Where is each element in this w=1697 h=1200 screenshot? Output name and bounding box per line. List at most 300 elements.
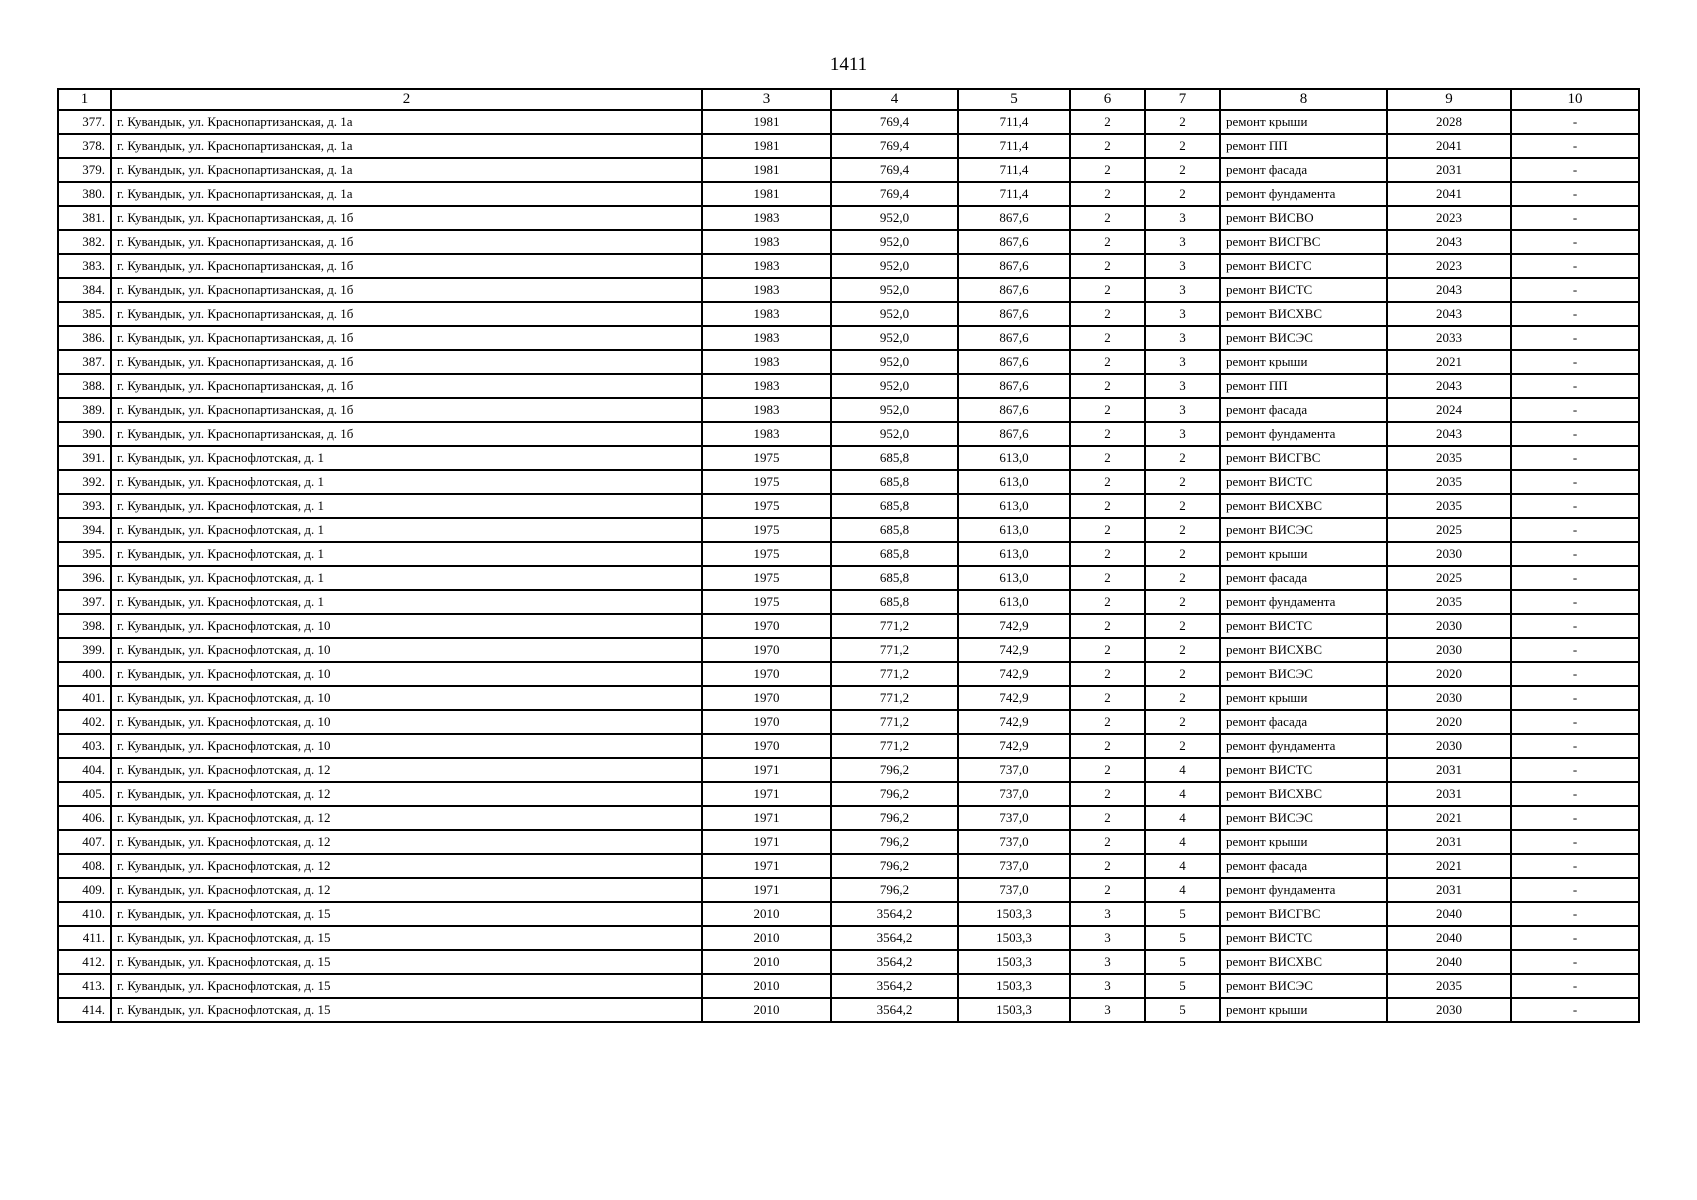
table-row: [58, 158, 1639, 182]
address-cell: г. Кувандык, ул. Краснофлотская, д. 10: [111, 614, 702, 638]
floors-cell: 2: [1070, 854, 1145, 878]
total-area-cell: 3564,2: [831, 950, 958, 974]
living-area-cell: 613,0: [958, 494, 1070, 518]
entrances-cell: 2: [1145, 542, 1220, 566]
note-cell: -: [1511, 422, 1639, 446]
work-type-cell: ремонт крыши: [1220, 830, 1387, 854]
living-area-cell: 867,6: [958, 206, 1070, 230]
build-year-cell: 1975: [702, 590, 831, 614]
build-year-cell: 1975: [702, 566, 831, 590]
total-area-cell: 796,2: [831, 878, 958, 902]
total-area-cell: 952,0: [831, 254, 958, 278]
floors-cell: 3: [1070, 926, 1145, 950]
work-type-cell: ремонт ВИСГВС: [1220, 902, 1387, 926]
work-type-cell: ремонт ВИСХВС: [1220, 950, 1387, 974]
address-cell: г. Кувандык, ул. Краснофлотская, д. 12: [111, 758, 702, 782]
note-cell: -: [1511, 398, 1639, 422]
total-area-cell: 3564,2: [831, 998, 958, 1022]
living-area-cell: 867,6: [958, 422, 1070, 446]
planned-year-cell: 2020: [1387, 662, 1511, 686]
row-number-cell: 386.: [58, 326, 111, 350]
living-area-cell: 1503,3: [958, 926, 1070, 950]
entrances-cell: 5: [1145, 950, 1220, 974]
build-year-cell: 1975: [702, 542, 831, 566]
entrances-cell: 3: [1145, 302, 1220, 326]
note-cell: -: [1511, 182, 1639, 206]
work-type-cell: ремонт фундамента: [1220, 878, 1387, 902]
table-row: [58, 638, 1639, 662]
planned-year-cell: 2041: [1387, 182, 1511, 206]
address-cell: г. Кувандык, ул. Краснофлотская, д. 12: [111, 854, 702, 878]
living-area-cell: 742,9: [958, 686, 1070, 710]
floors-cell: 2: [1070, 806, 1145, 830]
address-cell: г. Кувандык, ул. Краснопартизанская, д. 1б: [111, 398, 702, 422]
note-cell: -: [1511, 518, 1639, 542]
living-area-cell: 867,6: [958, 230, 1070, 254]
entrances-cell: 4: [1145, 782, 1220, 806]
address-cell: г. Кувандык, ул. Краснофлотская, д. 12: [111, 806, 702, 830]
floors-cell: 2: [1070, 206, 1145, 230]
work-type-cell: ремонт ВИСХВС: [1220, 494, 1387, 518]
work-type-cell: ремонт фундамента: [1220, 590, 1387, 614]
total-area-cell: 685,8: [831, 590, 958, 614]
build-year-cell: 1983: [702, 398, 831, 422]
work-type-cell: ремонт фундамента: [1220, 182, 1387, 206]
note-cell: -: [1511, 854, 1639, 878]
planned-year-cell: 2021: [1387, 854, 1511, 878]
table-row: [58, 926, 1639, 950]
address-cell: г. Кувандык, ул. Краснопартизанская, д. 1б: [111, 278, 702, 302]
work-type-cell: ремонт ВИСТС: [1220, 758, 1387, 782]
floors-cell: 3: [1070, 998, 1145, 1022]
floors-cell: 2: [1070, 758, 1145, 782]
work-type-cell: ремонт фасада: [1220, 854, 1387, 878]
row-number-cell: 393.: [58, 494, 111, 518]
work-type-cell: ремонт ВИСГВС: [1220, 446, 1387, 470]
note-cell: -: [1511, 446, 1639, 470]
floors-cell: 2: [1070, 638, 1145, 662]
total-area-cell: 3564,2: [831, 974, 958, 998]
work-type-cell: ремонт ВИСЭС: [1220, 806, 1387, 830]
table-row: [58, 710, 1639, 734]
address-cell: г. Кувандык, ул. Краснопартизанская, д. 1а: [111, 110, 702, 134]
planned-year-cell: 2035: [1387, 470, 1511, 494]
living-area-cell: 737,0: [958, 830, 1070, 854]
work-type-cell: ремонт ВИСХВС: [1220, 302, 1387, 326]
floors-cell: 2: [1070, 302, 1145, 326]
row-number-cell: 380.: [58, 182, 111, 206]
row-number-cell: 405.: [58, 782, 111, 806]
table-row: [58, 182, 1639, 206]
planned-year-cell: 2030: [1387, 998, 1511, 1022]
address-cell: г. Кувандык, ул. Краснопартизанская, д. 1б: [111, 254, 702, 278]
work-type-cell: ремонт крыши: [1220, 350, 1387, 374]
row-number-cell: 394.: [58, 518, 111, 542]
table-row: [58, 398, 1639, 422]
note-cell: -: [1511, 998, 1639, 1022]
address-cell: г. Кувандык, ул. Краснофлотская, д. 10: [111, 638, 702, 662]
total-area-cell: 952,0: [831, 230, 958, 254]
living-area-cell: 737,0: [958, 878, 1070, 902]
address-cell: г. Кувандык, ул. Краснопартизанская, д. 1б: [111, 206, 702, 230]
address-cell: г. Кувандык, ул. Краснофлотская, д. 15: [111, 926, 702, 950]
address-cell: г. Кувандык, ул. Краснофлотская, д. 1: [111, 446, 702, 470]
column-header-3: 3: [702, 89, 831, 110]
planned-year-cell: 2035: [1387, 590, 1511, 614]
floors-cell: 2: [1070, 878, 1145, 902]
column-header-10: 10: [1511, 89, 1639, 110]
entrances-cell: 3: [1145, 374, 1220, 398]
row-number-cell: 404.: [58, 758, 111, 782]
work-type-cell: ремонт ВИСГС: [1220, 254, 1387, 278]
total-area-cell: 952,0: [831, 374, 958, 398]
build-year-cell: 1970: [702, 638, 831, 662]
address-cell: г. Кувандык, ул. Краснофлотская, д. 1: [111, 542, 702, 566]
living-area-cell: 613,0: [958, 446, 1070, 470]
floors-cell: 2: [1070, 422, 1145, 446]
floors-cell: 2: [1070, 374, 1145, 398]
entrances-cell: 2: [1145, 158, 1220, 182]
living-area-cell: 737,0: [958, 806, 1070, 830]
column-header-9: 9: [1387, 89, 1511, 110]
note-cell: -: [1511, 326, 1639, 350]
column-header-7: 7: [1145, 89, 1220, 110]
note-cell: -: [1511, 614, 1639, 638]
living-area-cell: 613,0: [958, 542, 1070, 566]
note-cell: -: [1511, 806, 1639, 830]
entrances-cell: 2: [1145, 182, 1220, 206]
entrances-cell: 2: [1145, 494, 1220, 518]
column-header-8: 8: [1220, 89, 1387, 110]
floors-cell: 2: [1070, 614, 1145, 638]
planned-year-cell: 2028: [1387, 110, 1511, 134]
work-type-cell: ремонт ВИСЭС: [1220, 326, 1387, 350]
planned-year-cell: 2031: [1387, 158, 1511, 182]
note-cell: -: [1511, 206, 1639, 230]
row-number-cell: 383.: [58, 254, 111, 278]
build-year-cell: 1975: [702, 494, 831, 518]
note-cell: -: [1511, 110, 1639, 134]
address-cell: г. Кувандык, ул. Краснопартизанская, д. 1б: [111, 422, 702, 446]
note-cell: -: [1511, 254, 1639, 278]
planned-year-cell: 2043: [1387, 422, 1511, 446]
address-cell: г. Кувандык, ул. Краснопартизанская, д. 1б: [111, 230, 702, 254]
build-year-cell: 1971: [702, 878, 831, 902]
build-year-cell: 2010: [702, 902, 831, 926]
row-number-cell: 387.: [58, 350, 111, 374]
row-number-cell: 392.: [58, 470, 111, 494]
row-number-cell: 408.: [58, 854, 111, 878]
repair-schedule-table: [57, 88, 1640, 1023]
note-cell: -: [1511, 590, 1639, 614]
floors-cell: 2: [1070, 110, 1145, 134]
build-year-cell: 1975: [702, 470, 831, 494]
total-area-cell: 796,2: [831, 806, 958, 830]
build-year-cell: 1975: [702, 446, 831, 470]
entrances-cell: 4: [1145, 854, 1220, 878]
total-area-cell: 796,2: [831, 830, 958, 854]
entrances-cell: 5: [1145, 902, 1220, 926]
build-year-cell: 1981: [702, 158, 831, 182]
address-cell: г. Кувандык, ул. Краснофлотская, д. 15: [111, 998, 702, 1022]
entrances-cell: 3: [1145, 230, 1220, 254]
note-cell: -: [1511, 566, 1639, 590]
table-row: [58, 590, 1639, 614]
build-year-cell: 2010: [702, 998, 831, 1022]
living-area-cell: 742,9: [958, 614, 1070, 638]
table-row: [58, 614, 1639, 638]
note-cell: -: [1511, 134, 1639, 158]
entrances-cell: 2: [1145, 686, 1220, 710]
living-area-cell: 737,0: [958, 854, 1070, 878]
floors-cell: 2: [1070, 566, 1145, 590]
row-number-cell: 409.: [58, 878, 111, 902]
total-area-cell: 685,8: [831, 494, 958, 518]
row-number-cell: 407.: [58, 830, 111, 854]
planned-year-cell: 2030: [1387, 686, 1511, 710]
living-area-cell: 867,6: [958, 254, 1070, 278]
table-row: [58, 902, 1639, 926]
address-cell: г. Кувандык, ул. Краснопартизанская, д. 1а: [111, 158, 702, 182]
note-cell: -: [1511, 494, 1639, 518]
row-number-cell: 402.: [58, 710, 111, 734]
planned-year-cell: 2040: [1387, 902, 1511, 926]
table-row: [58, 734, 1639, 758]
work-type-cell: ремонт крыши: [1220, 998, 1387, 1022]
table-row: [58, 662, 1639, 686]
build-year-cell: 1981: [702, 134, 831, 158]
work-type-cell: ремонт ВИСТС: [1220, 470, 1387, 494]
living-area-cell: 1503,3: [958, 974, 1070, 998]
work-type-cell: ремонт фундамента: [1220, 734, 1387, 758]
planned-year-cell: 2043: [1387, 374, 1511, 398]
work-type-cell: ремонт ВИСГВС: [1220, 230, 1387, 254]
entrances-cell: 2: [1145, 734, 1220, 758]
note-cell: -: [1511, 950, 1639, 974]
address-cell: г. Кувандык, ул. Краснофлотская, д. 15: [111, 974, 702, 998]
row-number-cell: 385.: [58, 302, 111, 326]
planned-year-cell: 2023: [1387, 254, 1511, 278]
planned-year-cell: 2030: [1387, 638, 1511, 662]
total-area-cell: 685,8: [831, 542, 958, 566]
note-cell: -: [1511, 662, 1639, 686]
row-number-cell: 397.: [58, 590, 111, 614]
living-area-cell: 867,6: [958, 374, 1070, 398]
table-row: [58, 446, 1639, 470]
floors-cell: 3: [1070, 902, 1145, 926]
table-row: [58, 566, 1639, 590]
note-cell: -: [1511, 758, 1639, 782]
entrances-cell: 4: [1145, 758, 1220, 782]
living-area-cell: 711,4: [958, 158, 1070, 182]
total-area-cell: 796,2: [831, 854, 958, 878]
build-year-cell: 1970: [702, 710, 831, 734]
total-area-cell: 952,0: [831, 326, 958, 350]
living-area-cell: 742,9: [958, 638, 1070, 662]
planned-year-cell: 2030: [1387, 734, 1511, 758]
row-number-cell: 413.: [58, 974, 111, 998]
build-year-cell: 1983: [702, 206, 831, 230]
table-row: [58, 782, 1639, 806]
entrances-cell: 2: [1145, 470, 1220, 494]
total-area-cell: 771,2: [831, 686, 958, 710]
work-type-cell: ремонт крыши: [1220, 686, 1387, 710]
total-area-cell: 769,4: [831, 158, 958, 182]
table-row: [58, 230, 1639, 254]
planned-year-cell: 2033: [1387, 326, 1511, 350]
row-number-cell: 379.: [58, 158, 111, 182]
address-cell: г. Кувандык, ул. Краснопартизанская, д. 1б: [111, 350, 702, 374]
living-area-cell: 867,6: [958, 278, 1070, 302]
entrances-cell: 2: [1145, 710, 1220, 734]
row-number-cell: 398.: [58, 614, 111, 638]
address-cell: г. Кувандык, ул. Краснофлотская, д. 15: [111, 950, 702, 974]
table-row: [58, 854, 1639, 878]
table-row: [58, 110, 1639, 134]
planned-year-cell: 2020: [1387, 710, 1511, 734]
address-cell: г. Кувандык, ул. Краснопартизанская, д. 1б: [111, 326, 702, 350]
table-header: [58, 89, 1639, 110]
build-year-cell: 1983: [702, 230, 831, 254]
living-area-cell: 742,9: [958, 710, 1070, 734]
planned-year-cell: 2040: [1387, 950, 1511, 974]
floors-cell: 2: [1070, 350, 1145, 374]
address-cell: г. Кувандык, ул. Краснофлотская, д. 10: [111, 686, 702, 710]
living-area-cell: 613,0: [958, 518, 1070, 542]
note-cell: -: [1511, 710, 1639, 734]
total-area-cell: 685,8: [831, 566, 958, 590]
planned-year-cell: 2031: [1387, 782, 1511, 806]
address-cell: г. Кувандык, ул. Краснофлотская, д. 12: [111, 878, 702, 902]
total-area-cell: 771,2: [831, 614, 958, 638]
entrances-cell: 2: [1145, 134, 1220, 158]
floors-cell: 2: [1070, 182, 1145, 206]
address-cell: г. Кувандык, ул. Краснофлотская, д. 10: [111, 710, 702, 734]
note-cell: -: [1511, 878, 1639, 902]
table-row: [58, 686, 1639, 710]
total-area-cell: 771,2: [831, 710, 958, 734]
entrances-cell: 2: [1145, 110, 1220, 134]
build-year-cell: 1983: [702, 350, 831, 374]
table-row: [58, 470, 1639, 494]
note-cell: -: [1511, 302, 1639, 326]
total-area-cell: 769,4: [831, 134, 958, 158]
table-row: [58, 278, 1639, 302]
floors-cell: 2: [1070, 710, 1145, 734]
work-type-cell: ремонт фундамента: [1220, 422, 1387, 446]
build-year-cell: 1971: [702, 854, 831, 878]
note-cell: -: [1511, 542, 1639, 566]
work-type-cell: ремонт фасада: [1220, 566, 1387, 590]
note-cell: -: [1511, 782, 1639, 806]
total-area-cell: 769,4: [831, 182, 958, 206]
table-row: [58, 758, 1639, 782]
row-number-cell: 378.: [58, 134, 111, 158]
row-number-cell: 381.: [58, 206, 111, 230]
row-number-cell: 403.: [58, 734, 111, 758]
note-cell: -: [1511, 278, 1639, 302]
table-row: [58, 830, 1639, 854]
table-row: [58, 374, 1639, 398]
address-cell: г. Кувандык, ул. Краснофлотская, д. 12: [111, 830, 702, 854]
living-area-cell: 867,6: [958, 398, 1070, 422]
note-cell: -: [1511, 230, 1639, 254]
living-area-cell: 711,4: [958, 182, 1070, 206]
row-number-cell: 410.: [58, 902, 111, 926]
table-row: [58, 494, 1639, 518]
build-year-cell: 1975: [702, 518, 831, 542]
floors-cell: 2: [1070, 686, 1145, 710]
table-row: [58, 518, 1639, 542]
note-cell: -: [1511, 902, 1639, 926]
floors-cell: 2: [1070, 542, 1145, 566]
address-cell: г. Кувандык, ул. Краснофлотская, д. 1: [111, 518, 702, 542]
entrances-cell: 2: [1145, 518, 1220, 542]
note-cell: -: [1511, 686, 1639, 710]
planned-year-cell: 2035: [1387, 494, 1511, 518]
address-cell: г. Кувандык, ул. Краснофлотская, д. 12: [111, 782, 702, 806]
entrances-cell: 2: [1145, 662, 1220, 686]
table-row: [58, 542, 1639, 566]
planned-year-cell: 2024: [1387, 398, 1511, 422]
work-type-cell: ремонт ВИСЭС: [1220, 974, 1387, 998]
entrances-cell: 2: [1145, 638, 1220, 662]
floors-cell: 2: [1070, 494, 1145, 518]
build-year-cell: 1983: [702, 422, 831, 446]
note-cell: -: [1511, 158, 1639, 182]
planned-year-cell: 2030: [1387, 542, 1511, 566]
address-cell: г. Кувандык, ул. Краснопартизанская, д. 1б: [111, 302, 702, 326]
build-year-cell: 1983: [702, 254, 831, 278]
living-area-cell: 867,6: [958, 302, 1070, 326]
build-year-cell: 1971: [702, 782, 831, 806]
note-cell: -: [1511, 470, 1639, 494]
build-year-cell: 1970: [702, 734, 831, 758]
row-number-cell: 396.: [58, 566, 111, 590]
work-type-cell: ремонт ВИСЭС: [1220, 662, 1387, 686]
work-type-cell: ремонт ВИСЭС: [1220, 518, 1387, 542]
row-number-cell: 406.: [58, 806, 111, 830]
entrances-cell: 5: [1145, 974, 1220, 998]
build-year-cell: 1970: [702, 614, 831, 638]
living-area-cell: 613,0: [958, 566, 1070, 590]
table-row: [58, 326, 1639, 350]
planned-year-cell: 2035: [1387, 974, 1511, 998]
column-header-1: 1: [58, 89, 111, 110]
total-area-cell: 796,2: [831, 758, 958, 782]
row-number-cell: 377.: [58, 110, 111, 134]
table-row: [58, 806, 1639, 830]
build-year-cell: 2010: [702, 950, 831, 974]
living-area-cell: 742,9: [958, 734, 1070, 758]
floors-cell: 2: [1070, 470, 1145, 494]
address-cell: г. Кувандык, ул. Краснопартизанская, д. 1б: [111, 374, 702, 398]
total-area-cell: 685,8: [831, 470, 958, 494]
build-year-cell: 1983: [702, 374, 831, 398]
entrances-cell: 2: [1145, 614, 1220, 638]
build-year-cell: 1971: [702, 806, 831, 830]
planned-year-cell: 2043: [1387, 278, 1511, 302]
row-number-cell: 411.: [58, 926, 111, 950]
table-row: [58, 302, 1639, 326]
total-area-cell: 952,0: [831, 278, 958, 302]
column-header-5: 5: [958, 89, 1070, 110]
entrances-cell: 3: [1145, 350, 1220, 374]
work-type-cell: ремонт ВИСХВС: [1220, 782, 1387, 806]
address-cell: г. Кувандык, ул. Краснофлотская, д. 1: [111, 470, 702, 494]
planned-year-cell: 2023: [1387, 206, 1511, 230]
header-row: [58, 89, 1639, 110]
